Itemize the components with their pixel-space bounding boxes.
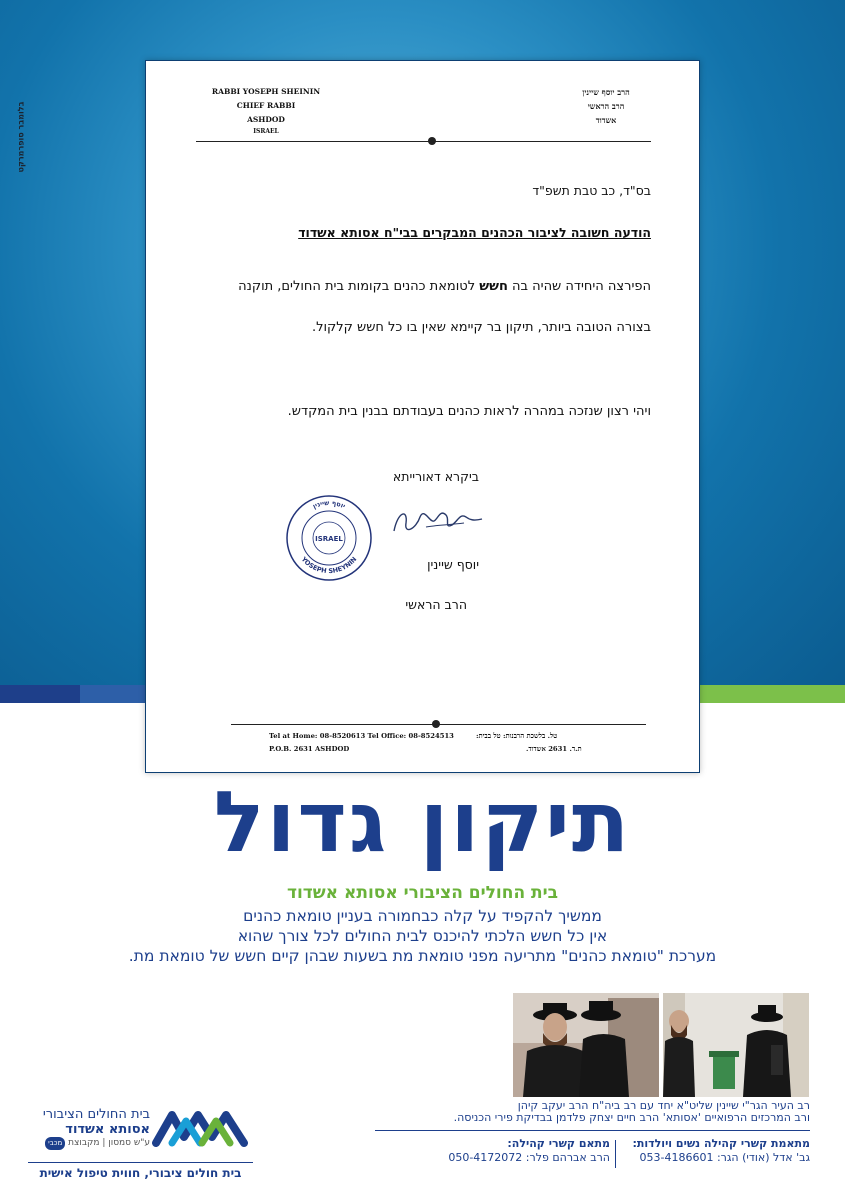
letter-date: בס"ד, כב טבת תשפ"ד (532, 183, 651, 198)
letterhead-english (211, 85, 321, 137)
para1-bold-word: חשש (479, 279, 508, 294)
hospital-subtitle: בית החולים הציבורי אסותא אשדוד (286, 883, 559, 903)
description-line-1: ממשיך להקפיד על קלה כבחמורה בעניין טומאת כהנים (243, 907, 602, 925)
description-block (40, 906, 805, 966)
letterhead-hebrew (551, 85, 661, 127)
logo-line-3-text: ע"ש סמסון | מקבוצת (68, 1138, 150, 1148)
stripe-navy (0, 685, 80, 703)
footer-home-he: טל בבית: (476, 732, 501, 740)
contact-separator (615, 1140, 616, 1168)
contact-2-title: מתאם קשרי קהילה: (507, 1137, 610, 1150)
photo-caption (380, 1100, 810, 1124)
letter-headline: הודעה חשובה לציבור הכהנים המבקרים בבי"ח אסותא אשדוד (298, 225, 651, 240)
letterhead-en-title: CHIEF RABBI (236, 101, 296, 110)
para1-text-b: לטומאת כהנים בקומות בית החולים, תוקנה בצורה הטובה ביותר, תיקון בר קיימא שאין בו כל חשש קלקול. (238, 279, 651, 335)
logo-tagline: בית חולים ציבורי, חווית טיפול אישית (39, 1166, 242, 1180)
seal-top-path: יוסף שיינין (311, 498, 347, 511)
letter-paragraph-1 (211, 266, 651, 348)
signer-name: יוסף שיינין (427, 557, 479, 572)
letterhead-he-name: הרב יוסף שיינין (582, 87, 630, 97)
para1-text-a: הפירצה היחידה שהיה בה (507, 279, 651, 294)
footer-phones: Tel at Home: 08-8520613 Tel Office: 08-8524513 (269, 732, 454, 740)
logo-line-3 (25, 1137, 150, 1150)
seal-center-text: ISRAEL (315, 535, 343, 543)
photo-rabbis-inspection-1 (513, 993, 659, 1097)
logo-line-1: בית החולים הציבורי (42, 1107, 150, 1122)
letterhead-divider (196, 141, 651, 142)
assuta-logo-text (25, 1107, 150, 1150)
description-line-2: אין כל חשש הלכתי להיכנס לבית החולים לכל צורך שהוא (237, 927, 608, 945)
handwritten-signature (386, 501, 486, 541)
photo-rabbis-inspection-2 (663, 993, 809, 1097)
rabbi-letter (145, 60, 700, 773)
stripe-green (700, 685, 845, 703)
signer-title: הרב הראשי (405, 597, 467, 612)
seal-top-text (311, 499, 346, 511)
letterhead-he-title: הרב הראשי (587, 101, 625, 111)
side-sponsor-text: בלומבר סופרמרקט (16, 101, 26, 173)
footer-pob-he: ת.ד. 2631 אשדוד. (526, 745, 582, 753)
caption-line-2: ורב המרכזים הרפואיים 'אסותא' הרב חיים יצחק פלדמן בבדיקת פירי הכניסה. (453, 1111, 810, 1124)
contact-divider (375, 1130, 810, 1131)
letterhead-divider-dot (428, 137, 436, 145)
logo-line-2: אסותא אשדוד (65, 1122, 150, 1137)
letter-greeting: ביקרא דאורייתא (392, 469, 479, 484)
letterhead-he-city: אשדוד (595, 115, 617, 125)
main-title: תיקון גדול (213, 773, 632, 871)
letter-paragraph-2: ויהי רצון שנזכה במהרה לראות כהנים בעבודתם בבנין בית המקדש. (287, 404, 651, 419)
contact-women-maternity (620, 1137, 810, 1165)
side-sponsor-logo (14, 82, 28, 192)
caption-line-1: רב העיר הגר"י שיינין שליט"א יחד עם רב ביה"ח הרב יעקב קיהן (517, 1099, 810, 1112)
letterhead-en-city: ASHDOD (247, 115, 285, 124)
description-line-3: מערכת "טומאת כהנים" מתריעה מפני טומאת מת בשעות שבהן קיים חשש של טומאת מת. (128, 947, 717, 965)
letterhead-en-country: ISRAEL (253, 128, 279, 135)
assuta-logo-mark (150, 1105, 250, 1150)
contact-2-detail: הרב אברהם פלר: 050-4172072 (448, 1151, 610, 1164)
seal-bottom-path: YOSEPH SHEYNIN (299, 555, 359, 576)
footer-phones-he (476, 732, 557, 740)
logo-divider (28, 1162, 253, 1163)
contact-community (410, 1137, 610, 1165)
footer-pob-en: P.O.B. 2631 ASHDOD (269, 745, 350, 753)
contact-1-detail: גב' אדל (אודי) הגר: 053-4186601 (639, 1151, 810, 1164)
footer-office-he: טל. בלשכת הרבנות: (503, 732, 558, 740)
footer-divider-dot (432, 720, 440, 728)
letterhead-en-name: RABBI YOSEPH SHEININ (211, 87, 321, 96)
maccabi-badge: מכבי (45, 1137, 65, 1150)
contact-1-title: מתאמת קשרי קהילה נשים ויולדות: (632, 1137, 810, 1150)
